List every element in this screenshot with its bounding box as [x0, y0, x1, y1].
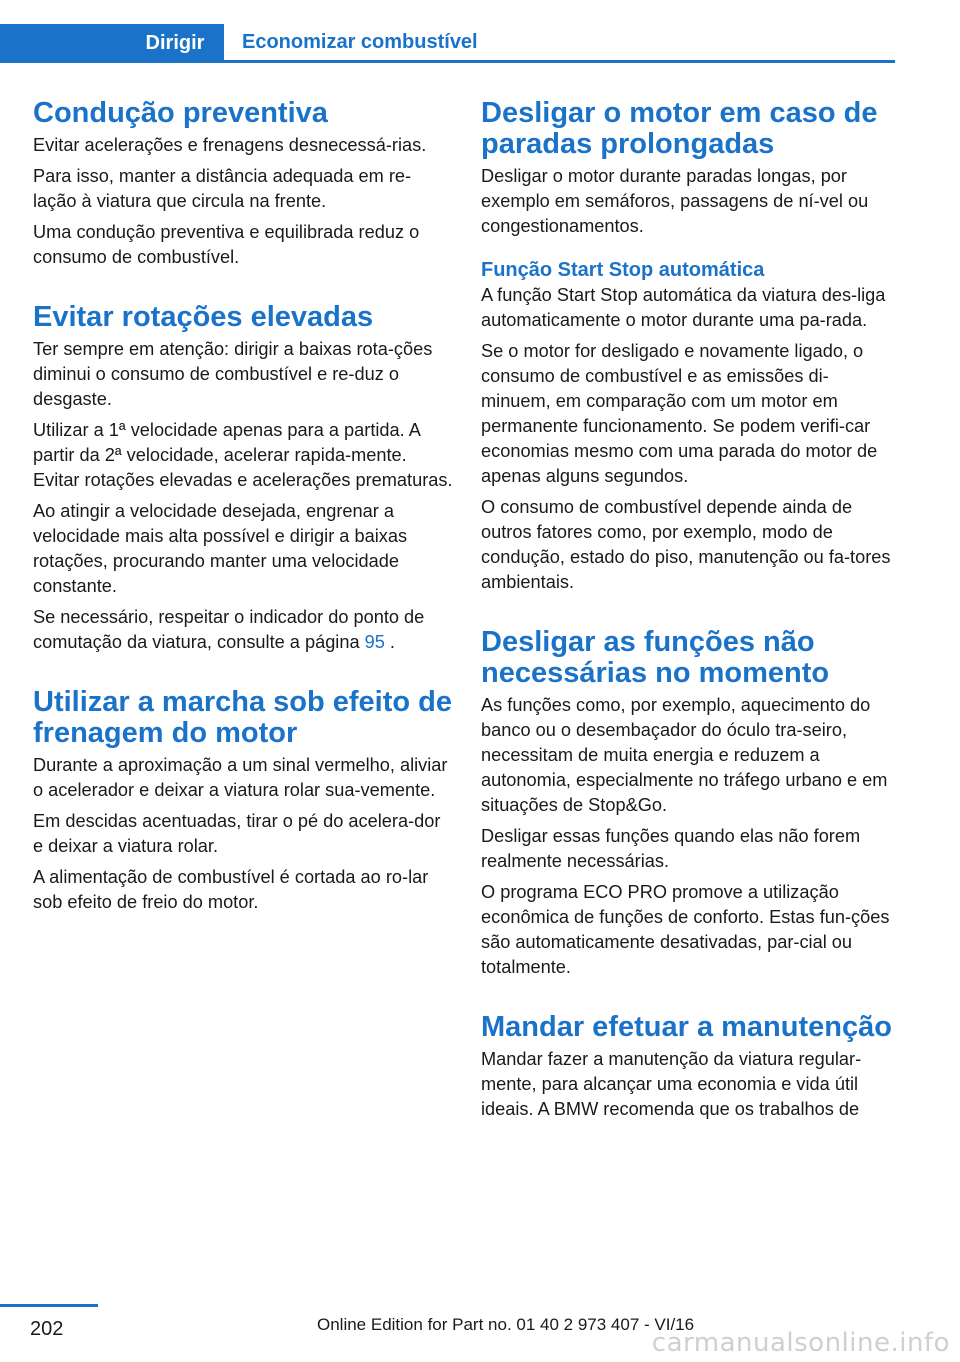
paragraph: A alimentação de combustível é cortada ao ro-lar sob efeito de freio do motor. [33, 867, 429, 912]
section-title-manutencao: Mandar efetuar a manutenção [481, 1011, 892, 1043]
paragraph: Durante a aproximação a um sinal vermelho, aliviar o acelerador e deixar a viatura rolar sua-vemente. [33, 755, 448, 800]
header-rule [0, 60, 895, 63]
paragraph: Evitar acelerações e frenagens desnecessá-rias. [33, 135, 427, 155]
paragraph: Mandar fazer a manutenção da viatura regular-mente, para alcançar uma economia e vida útil ideais. A BMW recomenda que os trabalhos de [481, 1049, 862, 1119]
paragraph: Para isso, manter a distância adequada em re-lação à viatura que circula na frente. [33, 166, 412, 211]
paragraph: Uma condução preventiva e equilibrada reduz o consumo de combustível. [33, 222, 420, 267]
footer-rule [0, 1304, 98, 1307]
page-number: 202 [30, 1318, 64, 1340]
header-tab-block [0, 24, 126, 63]
section-title-conducao-preventiva: Condução preventiva [33, 97, 328, 129]
paragraph: O consumo de combustível depende ainda de outros fatores como, por exemplo, modo de condução, estado do piso, manutenção ou fa-tores ambientais. [481, 497, 891, 592]
section-title-evitar-rotacoes: Evitar rotações elevadas [33, 301, 374, 333]
page-reference-link[interactable]: 95 [364, 632, 385, 652]
tab-economizar-combustivel[interactable]: Economizar combustível [242, 30, 478, 53]
paragraph: Utilizar a 1ª velocidade apenas para a partida. A partir da 2ª velocidade, acelerar rapida-mente. Evitar rotações elevadas e acelerações prematuras. [33, 420, 453, 490]
left-column [33, 98, 453, 921]
paragraph [33, 605, 453, 655]
paragraph-text: Se necessário, respeitar o indicador do ponto de comutação da viatura, consulte a página [33, 607, 425, 652]
paragraph: O programa ECO PRO promove a utilização econômica de funções de conforto. Estas fun-ções são automaticamente desativadas, par-cial ou totalmente. [481, 882, 890, 977]
paragraph: Ao atingir a velocidade desejada, engrenar a velocidade mais alta possível e dirigir a baixas rotações, procurando manter uma velocidade constante. [33, 501, 408, 596]
right-column [481, 98, 897, 1128]
paragraph: Desligar o motor durante paradas longas, por exemplo em semáforos, passagens de ní-vel ou congestionamentos. [481, 166, 869, 236]
section-title-desligar-motor: Desligar o motor em caso de paradas prolongadas [481, 97, 878, 160]
paragraph: As funções como, por exemplo, aquecimento do banco ou o desembaçador do óculo tra-seiro, necessitam de muita energia e reduzem a autonomia, especialmente no tráfego urbano e em situações de Stop&Go. [481, 695, 888, 815]
section-title-marcha-frenagem: Utilizar a marcha sob efeito de frenagem do motor [33, 686, 453, 749]
edition-note: Online Edition for Part no. 01 40 2 973 407 - VI/16 [317, 1315, 695, 1334]
paragraph: Se o motor for desligado e novamente ligado, o consumo de combustível e as emissões di-minuem, em comparação com um motor em permanente funcionamento. Se podem verifi-car economias mesmo com uma parada do motor de apenas alguns segundos. [481, 341, 878, 486]
tab-dirigir[interactable]: Dirigir [126, 24, 224, 63]
paragraph: A função Start Stop automática da viatura des-liga automaticamente o motor durante uma pa-rada. [481, 285, 886, 330]
watermark: carmanualsonline.info [651, 1328, 950, 1358]
paragraph: Em descidas acentuadas, tirar o pé do acelera-dor e deixar a viatura rolar. [33, 811, 441, 856]
paragraph-end: . [384, 632, 395, 652]
paragraph: Ter sempre em atenção: dirigir a baixas rota-ções diminui o consumo de combustível e re-duz o desgaste. [33, 339, 433, 409]
section-title-desligar-funcoes: Desligar as funções não necessárias no momento [481, 626, 830, 689]
subsection-title-start-stop: Função Start Stop automática [481, 259, 765, 281]
paragraph: Desligar essas funções quando elas não forem realmente necessárias. [481, 826, 861, 871]
